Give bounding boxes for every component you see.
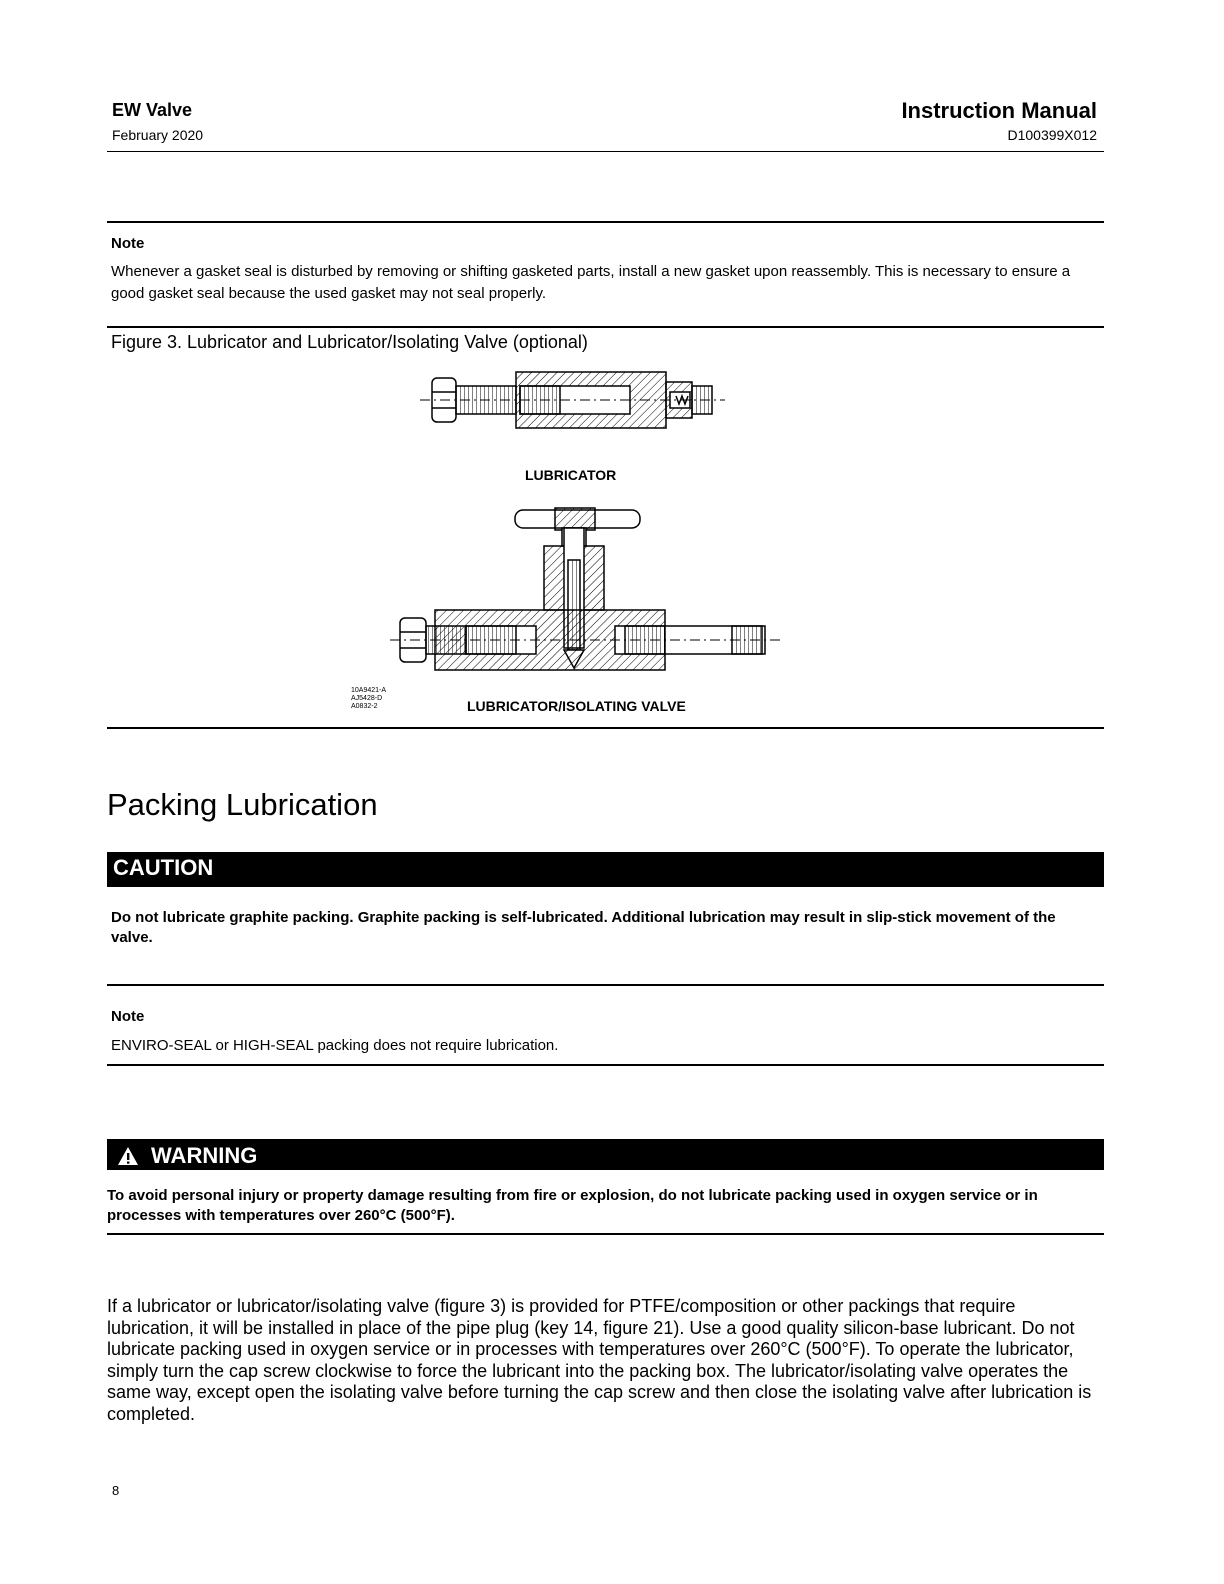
warning-bottom-rule (107, 1233, 1104, 1235)
document-title: EW Valve (112, 100, 193, 120)
figure-reference-codes (351, 687, 386, 711)
manual-title: Instruction Manual (901, 98, 1097, 123)
note-top-rule (107, 221, 1104, 223)
document-date: February 2020 (112, 127, 204, 143)
page-number: 8 (112, 1483, 120, 1498)
figure-caption: Figure 3. Lubricator and Lubricator/Isolating Valve (optional) (111, 332, 588, 352)
caution-text: Do not lubricate graphite packing. Graphite packing is self-lubricated. Additional lubrication may result in slip-stick movement of the valve. (111, 909, 1056, 946)
note2-bottom-rule (107, 1064, 1104, 1066)
document-code: D100399X012 (1007, 127, 1097, 143)
warning-label: WARNING (151, 1142, 258, 1168)
isolating-valve-drawing (390, 508, 780, 670)
figure-code: AJ5428-D (351, 695, 383, 702)
section-title: Packing Lubrication (107, 787, 378, 822)
lubricator-label: LUBRICATOR (525, 467, 617, 483)
header-divider (107, 151, 1104, 152)
note2-top-rule (107, 984, 1104, 986)
warning-banner (107, 1139, 1104, 1170)
body-paragraph: If a lubricator or lubricator/isolating valve (figure 3) is provided for PTFE/composition or other packings that require lubrication, it will be installed in place of the pipe plug (key 14, figure 21). Use a good quality silicon-base lubricant. Do not lubricate packing used in oxygen service or in processes with temperatures over 260°C (500°F). To operate the lubricator, simply turn the cap screw clockwise to force the lubricant into the packing box. The lubricator/isolating valve operates the same way, except open the isolating valve before turning the cap screw and then close the isolating valve after lubrication is completed. (107, 1296, 1092, 1424)
warning-triangle-icon (117, 1146, 139, 1166)
figure-bottom-rule (107, 727, 1104, 729)
caution-banner: CAUTION (107, 852, 1104, 887)
note-text: Whenever a gasket seal is disturbed by removing or shifting gasketed parts, install a new gasket upon reassembly. This is necessary to ensure a good gasket seal because the used gasket may not seal properly. (111, 263, 1071, 302)
warning-text: To avoid personal injury or property damage resulting from fire or explosion, do not lubricate packing used in oxygen service or in processes with temperatures over 260°C (500°F). (107, 1187, 1038, 1224)
figure-code: 10A9421-A (351, 687, 387, 694)
isolating-valve-label: LUBRICATOR/ISOLATING VALVE (467, 698, 686, 714)
note-label: Note (111, 235, 145, 252)
figure-code: A0832-2 (351, 703, 378, 710)
lubricator-diagram (340, 360, 800, 680)
figure-top-rule (107, 326, 1104, 328)
note2-text: ENVIRO-SEAL or HIGH-SEAL packing does not require lubrication. (111, 1037, 559, 1054)
lubricator-drawing (420, 372, 725, 428)
note2-label: Note (111, 1008, 145, 1025)
